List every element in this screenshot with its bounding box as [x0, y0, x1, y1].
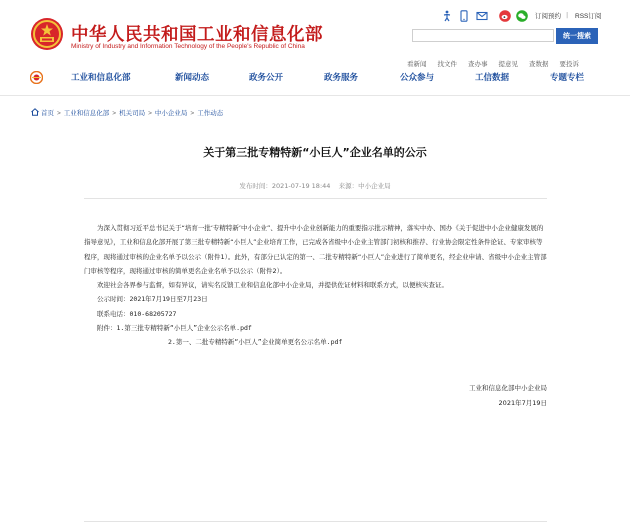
meta-divider	[84, 198, 547, 199]
weibo-icon[interactable]	[499, 10, 511, 22]
source: 中小企业局	[358, 182, 391, 190]
publish-label: 发布时间：	[239, 182, 272, 190]
contact-phone: 联系电话：010-68205727	[97, 309, 177, 318]
nav-item-services[interactable]: 政务服务	[324, 73, 359, 83]
national-emblem-icon[interactable]	[30, 17, 64, 51]
footer-divider	[84, 521, 547, 522]
accessibility-icon[interactable]	[441, 10, 453, 22]
attachment-2-link[interactable]: 2.第一、二批专精特新“小巨人”企业简单更名公示名单.pdf	[168, 338, 343, 347]
breadcrumb-departments[interactable]: 机关司局	[119, 110, 146, 117]
site-title-en: Ministry of Industry and Information Technology of the People's Republic of China	[71, 43, 305, 50]
search-input[interactable]	[412, 29, 554, 42]
nav-item-disclosure[interactable]: 政务公开	[249, 73, 284, 83]
attachment-1-link[interactable]: 附件：1.第三批专精特新“小巨人”企业公示名单.pdf	[97, 324, 252, 333]
notice-period: 公示时间：2021年7月19日至7月23日	[97, 295, 208, 304]
nav-item-data[interactable]: 工信数据	[475, 73, 510, 83]
mail-icon[interactable]	[476, 10, 488, 22]
home-icon	[31, 108, 39, 116]
paragraph-2: 欢迎社会各界参与监督，如有异议，请实名反馈工业和信息化部中小企业局，并提供佐证材料和联系方式，以便核实查证。	[97, 281, 448, 290]
source-label: 来源：	[338, 182, 359, 190]
breadcrumb-separator: >	[57, 110, 61, 117]
breadcrumb-separator: >	[112, 110, 117, 117]
mobile-icon[interactable]	[458, 10, 470, 22]
breadcrumb-work-news[interactable]: 工作动态	[197, 110, 224, 117]
article-title: 关于第三批专精特新“小巨人”企业名单的公示	[203, 146, 427, 159]
main-nav	[0, 68, 630, 88]
quick-link-data[interactable]: 查数据	[529, 61, 549, 68]
wechat-icon[interactable]	[516, 10, 528, 22]
article-meta	[0, 181, 630, 190]
article-body	[84, 221, 548, 350]
home-logo-icon[interactable]	[30, 71, 43, 84]
separator: |	[566, 11, 569, 19]
quick-link-files[interactable]: 找文件	[437, 61, 457, 68]
signature-org: 工业和信息化部中小企业局	[469, 384, 547, 392]
breadcrumb-ministry[interactable]: 工业和信息化部	[63, 110, 110, 117]
breadcrumb-separator: >	[148, 110, 152, 117]
nav-item-topics[interactable]: 专题专栏	[550, 73, 585, 83]
breadcrumb	[31, 108, 223, 117]
site-title[interactable]: 中华人民共和国工业和信息化部	[71, 25, 323, 45]
subscribe-link[interactable]: 订阅预约	[535, 13, 561, 20]
nav-item-ministry[interactable]: 工业和信息化部	[71, 73, 131, 83]
nav-item-news[interactable]: 新闻动态	[175, 73, 210, 83]
breadcrumb-sme-bureau[interactable]: 中小企业局	[154, 110, 188, 117]
breadcrumb-home[interactable]: 首页	[41, 110, 54, 117]
search-button[interactable]: 统一搜索	[556, 28, 598, 44]
quick-link-complaint[interactable]: 要投诉	[559, 61, 579, 68]
breadcrumb-separator: >	[190, 110, 195, 117]
quick-link-suggest[interactable]: 提意见	[498, 61, 518, 68]
publish-time: 2021-07-19 18:44	[271, 182, 331, 190]
quick-link-news[interactable]: 看新闻	[407, 61, 427, 68]
site-header	[0, 0, 630, 96]
signature-date: 2021年7月19日	[498, 399, 547, 407]
paragraph-1: 为深入贯彻习近平总书记关于“培育一批‘专精特新’中小企业”、提升中小企业创新能力的重要指示批示精神，落实中办、国办《关于促进中小企业健康发展的指导意见》，工业和信息化部开展了第三批专精特新“小巨人”企业培育工作，已完成各省级中小企业主管部门初核和推荐、行业协会限定性条件论证、专家审核等程序，现将通过审核的企业名单予以公示（附件1）。此外，有部分已认定的第一、二批专精特新“小巨人”企业进行了简单更名，经企业申请、省级中小企业主管部门审核等程序，现将通过审核的简单更名企业名单予以公示（附件2）。	[84, 224, 547, 275]
rss-link[interactable]: RSS订阅	[575, 13, 602, 20]
quick-link-services[interactable]: 查办事	[468, 61, 488, 68]
nav-item-participation[interactable]: 公众参与	[400, 73, 435, 83]
